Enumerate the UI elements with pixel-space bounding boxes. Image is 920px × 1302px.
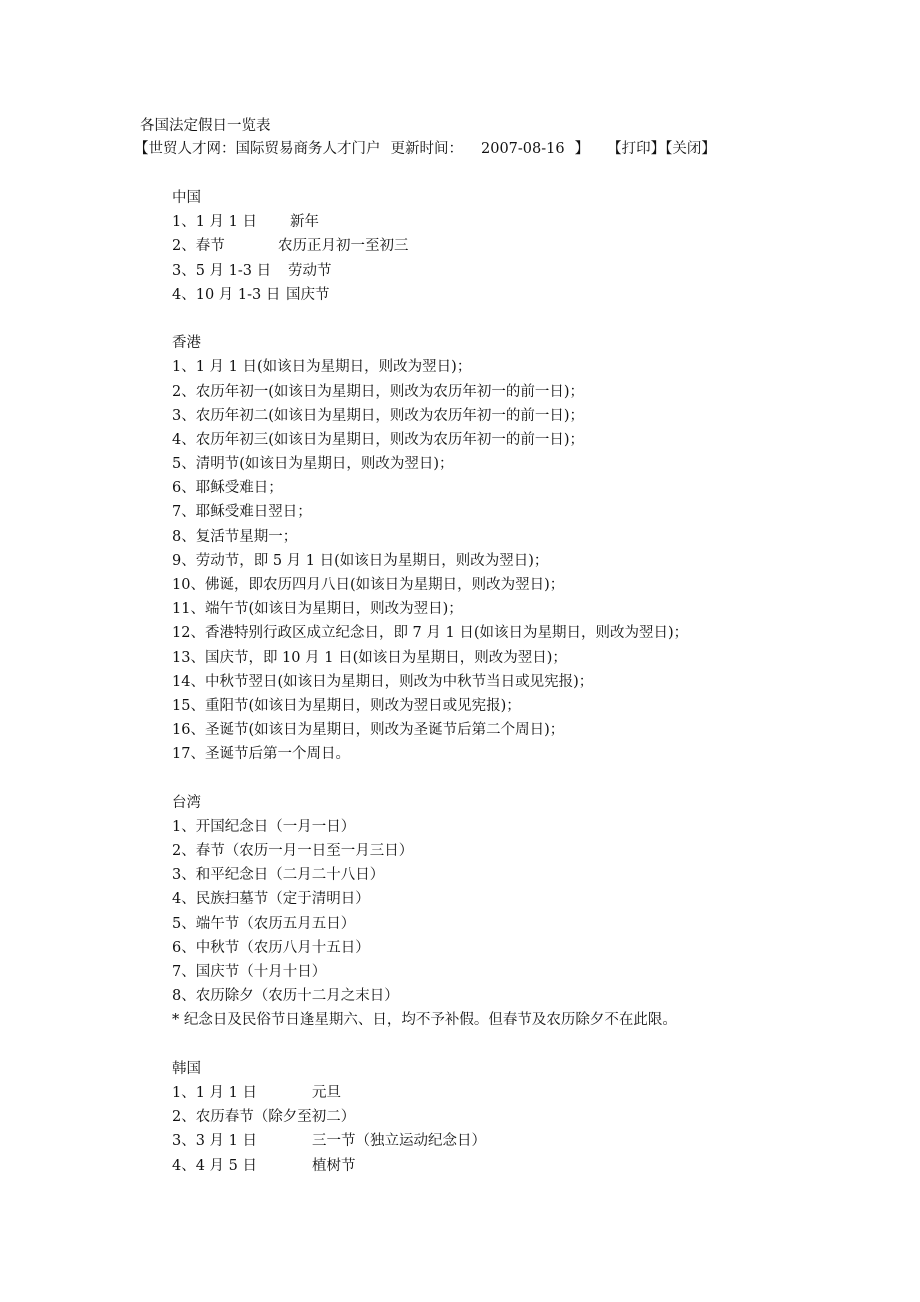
list-item: 17、圣诞节后第一个周日。 — [172, 746, 350, 763]
close-link[interactable]: 【关闭】 — [665, 141, 716, 157]
list-item: 7、耶稣受难日翌日； — [172, 504, 312, 521]
list-item: 5、端午节（农历五月五日） — [172, 915, 356, 932]
list-item: 15、重阳节(如该日为星期日，则改为翌日或见宪报)； — [172, 697, 521, 714]
list-item: 16、圣诞节(如该日为星期日，则改为圣诞节后第二个周日)； — [172, 722, 565, 739]
page-title: 各国法定假日一览表 — [140, 118, 271, 134]
list-item: 9、劳动节，即 5 月 1 日(如该日为星期日，则改为翌日)； — [172, 552, 549, 569]
list-item: 10、佛诞，即农历四月八日(如该日为星期日，则改为翌日)； — [172, 577, 565, 593]
section-heading-hongkong: 香港 — [172, 335, 201, 352]
source-line — [134, 137, 716, 158]
list-item: 1、1 月 1 日 新年 — [172, 214, 319, 231]
holiday-list — [172, 186, 892, 1178]
list-item: 14、中秋节翌日(如该日为星期日，则改为中秋节当日或见宪报)； — [172, 673, 594, 690]
source-close-bracket: 】 — [574, 141, 590, 157]
updated-date: 2007-08-16 — [481, 141, 565, 157]
updated-label: 更新时间： — [390, 141, 463, 157]
list-item: 1、1 月 1 日(如该日为星期日，则改为翌日)； — [172, 359, 472, 376]
list-item: 6、中秋节（农历八月十五日） — [172, 939, 370, 956]
list-item: 2、春节 农历正月初一至初三 — [172, 238, 409, 255]
list-item: 8、农历除夕（农历十二月之末日） — [172, 988, 399, 1005]
list-item: 2、农历年初一(如该日为星期日，则改为农历年初一的前一日)； — [172, 383, 585, 400]
list-item: 12、香港特别行政区成立纪念日，即 7 月 1 日(如该日为星期日，则改为翌日)； — [172, 625, 689, 642]
list-item: 6、耶稣受难日； — [172, 480, 283, 497]
list-item: 1、开国纪念日（一月一日） — [172, 818, 356, 835]
list-item: 3、和平纪念日（二月二十八日） — [172, 867, 385, 884]
list-item: 3、农历年初二(如该日为星期日，则改为农历年初一的前一日)； — [172, 407, 585, 424]
list-item: 4、4 月 5 日 植树节 — [172, 1157, 356, 1174]
taiwan-note: * 纪念日及民俗节日逢星期六、日，均不予补假。但春节及农历除夕不在此限。 — [172, 1012, 677, 1029]
list-item: 11、端午节(如该日为星期日，则改为翌日)； — [172, 601, 463, 618]
list-item: 4、农历年初三(如该日为星期日，则改为农历年初一的前一日)； — [172, 431, 585, 448]
list-item: 3、3 月 1 日 三一节（独立运动纪念日） — [172, 1133, 486, 1150]
list-item: 7、国庆节（十月十日） — [172, 964, 327, 980]
list-item: 4、民族扫墓节（定于清明日） — [172, 891, 370, 908]
section-heading-china: 中国 — [172, 190, 201, 206]
print-link[interactable]: 【打印】 — [607, 141, 666, 157]
list-item: 4、10 月 1-3 日 国庆节 — [172, 286, 330, 303]
source-site: 【世贸人才网：国际贸易商务人才门户 — [134, 141, 381, 157]
list-item: 3、5 月 1-3 日 劳动节 — [172, 262, 332, 279]
section-heading-korea: 韩国 — [172, 1060, 201, 1077]
list-item: 2、春节（农历一月一日至一月三日） — [172, 843, 414, 860]
list-item: 5、清明节(如该日为星期日，则改为翌日)； — [172, 456, 454, 473]
list-item: 13、国庆节，即 10 月 1 日(如该日为星期日，则改为翌日)； — [172, 649, 567, 666]
list-item: 2、农历春节（除夕至初二） — [172, 1109, 356, 1126]
list-item: 1、1 月 1 日 元旦 — [172, 1084, 341, 1101]
section-heading-taiwan: 台湾 — [172, 794, 201, 811]
list-item: 8、复活节星期一； — [172, 528, 298, 545]
